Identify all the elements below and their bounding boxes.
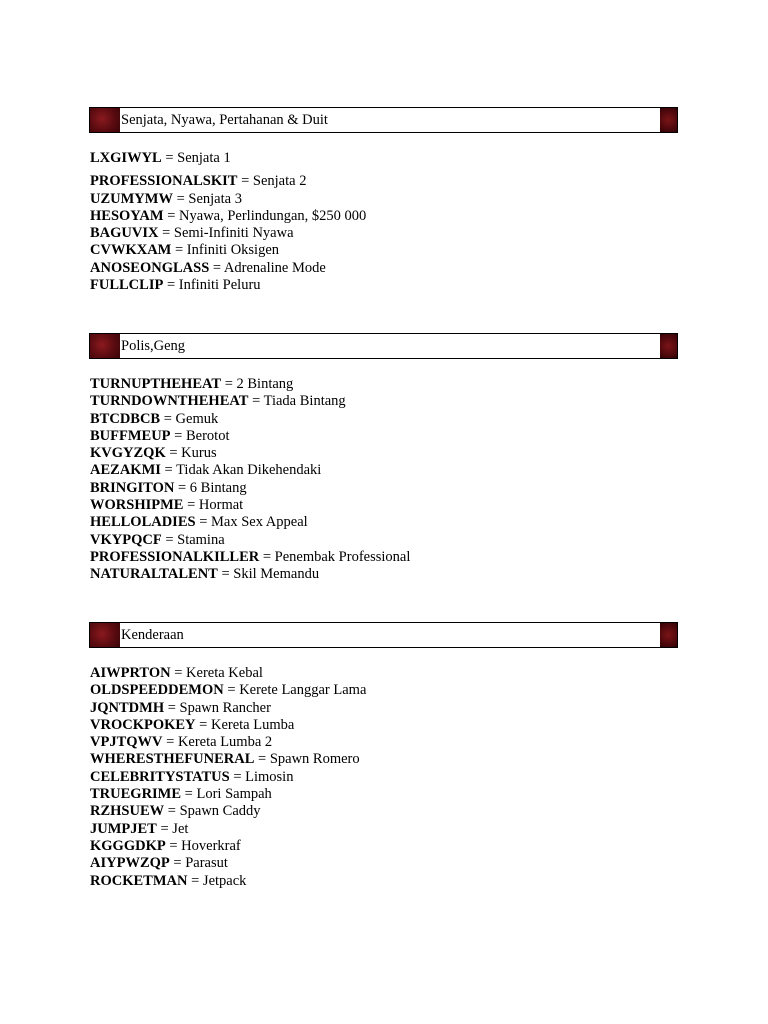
- cheat-code: BUFFMEUP: [90, 427, 171, 444]
- cheat-code: CELEBRITYSTATUS: [90, 768, 230, 785]
- list-item: AIWPRTON = Kereta Kebal: [90, 665, 263, 681]
- cheat-list-weapons: [90, 150, 366, 294]
- cheat-code: FULLCLIP: [90, 277, 164, 294]
- cheat-desc: Tidak Akan Dikehendaki: [176, 462, 322, 479]
- cheat-desc: 2 Bintang: [236, 376, 294, 392]
- cheat-code: AIWPRTON: [90, 665, 171, 681]
- cheat-code: RZHSUEW: [90, 803, 165, 820]
- list-item: VROCKPOKEY = Kereta Lumba: [90, 716, 295, 733]
- cheat-code: OLDSPEEDDEMON: [90, 682, 224, 699]
- cheat-code: VROCKPOKEY: [90, 716, 196, 733]
- list-item: TRUEGRIME = Lori Sampah: [90, 786, 272, 803]
- list-item: AIYPWZQP = Parasut: [90, 855, 228, 872]
- list-item: ROCKETMAN = Jetpack: [90, 872, 247, 889]
- list-item: VPJTQWV = Kereta Lumba 2: [90, 734, 273, 751]
- cheat-code: JUMPJET: [90, 820, 157, 837]
- cheat-desc: Spawn Caddy: [179, 803, 261, 820]
- section-header-police: [89, 333, 678, 359]
- header-ornament-left: [90, 108, 120, 132]
- cheat-code: CVWKXAM: [90, 242, 172, 259]
- cheat-desc: Penembak Professional: [274, 548, 411, 565]
- list-item: CVWKXAM = Infiniti Oksigen: [90, 242, 280, 259]
- cheat-desc: Kereta Lumba: [210, 716, 295, 733]
- list-item: BRINGITON = 6 Bintang: [90, 479, 247, 496]
- header-ornament-right: [660, 623, 677, 647]
- cheat-desc: Kereta Kebal: [186, 665, 263, 681]
- list-item: PROFESSIONALKILLER = Penembak Professional: [90, 548, 411, 565]
- list-item: VKYPQCF = Stamina: [90, 531, 225, 548]
- cheat-code: LXGIWYL: [90, 150, 162, 166]
- cheat-code: AEZAKMI: [90, 462, 161, 479]
- cheat-desc: Nyawa, Perlindungan, $250 000: [179, 207, 367, 224]
- cheat-desc: Kerete Langgar Lama: [239, 682, 367, 699]
- section-header-weapons: [89, 107, 678, 133]
- list-item: WHERESTHEFUNERAL = Spawn Romero: [90, 751, 360, 768]
- list-item: TURNDOWNTHEHEAT = Tiada Bintang: [90, 393, 346, 410]
- cheat-code: UZUMYMW: [90, 190, 173, 207]
- cheat-code: KVGYZQK: [90, 445, 166, 462]
- list-item: KVGYZQK = Kurus: [90, 445, 217, 462]
- cheat-code: VKYPQCF: [90, 531, 162, 548]
- cheat-code: TURNUPTHEHEAT: [90, 376, 222, 392]
- list-item: UZUMYMW = Senjata 3: [90, 190, 242, 207]
- cheat-code: HESOYAM: [90, 207, 164, 224]
- cheat-desc: Kereta Lumba 2: [177, 734, 273, 751]
- cheat-code: BTCDBCB: [90, 410, 161, 427]
- cheat-code: BAGUVIX: [90, 225, 159, 242]
- list-item: ANOSEONGLASS = Adrenaline Mode: [90, 259, 326, 276]
- cheat-code: WORSHIPME: [90, 497, 184, 514]
- list-item: HESOYAM = Nyawa, Perlindungan, $250 000: [90, 207, 367, 224]
- cheat-list-police: [90, 376, 410, 584]
- cheat-code: PROFESSIONALKILLER: [90, 548, 260, 565]
- header-ornament-left: [90, 623, 120, 647]
- cheat-code: ROCKETMAN: [90, 872, 188, 889]
- cheat-code: ANOSEONGLASS: [90, 259, 210, 276]
- header-ornament-left: [90, 334, 120, 358]
- cheat-desc: Kurus: [181, 445, 217, 462]
- cheat-desc: Berotot: [185, 427, 230, 444]
- cheat-code: PROFESSIONALSKIT: [90, 173, 238, 190]
- list-item: AEZAKMI = Tidak Akan Dikehendaki: [90, 462, 322, 479]
- cheat-desc: Infiniti Oksigen: [186, 242, 280, 259]
- cheat-code: JQNTDMH: [90, 699, 165, 716]
- cheat-code: HELLOLADIES: [90, 514, 196, 531]
- cheat-desc: 6 Bintang: [189, 479, 247, 496]
- section-title: Senjata, Nyawa, Pertahanan & Duit: [121, 112, 328, 128]
- cheat-desc: Adrenaline Mode: [223, 259, 326, 276]
- cheat-desc: Spawn Romero: [269, 751, 360, 768]
- list-item: RZHSUEW = Spawn Caddy: [90, 803, 261, 820]
- cheat-desc: Stamina: [177, 531, 225, 548]
- cheat-code: VPJTQWV: [90, 734, 163, 751]
- section-title: Kenderaan: [121, 627, 184, 643]
- cheat-desc: Parasut: [185, 855, 228, 872]
- cheat-code: TURNDOWNTHEHEAT: [90, 393, 249, 410]
- cheat-code: NATURALTALENT: [90, 566, 218, 583]
- list-item: JUMPJET = Jet: [90, 820, 189, 837]
- cheat-desc: Infiniti Peluru: [178, 277, 261, 294]
- cheat-desc: Jet: [172, 820, 189, 837]
- cheat-desc: Jetpack: [202, 872, 247, 889]
- cheat-desc: Senjata 2: [252, 173, 307, 190]
- cheat-code: BRINGITON: [90, 479, 175, 496]
- cheat-desc: Gemuk: [175, 410, 219, 427]
- header-ornament-right: [660, 108, 677, 132]
- cheat-desc: Hoverkraf: [181, 837, 241, 854]
- list-item: FULLCLIP = Infiniti Peluru: [90, 277, 261, 294]
- cheat-code: WHERESTHEFUNERAL: [90, 751, 255, 768]
- list-item: KGGGDKP = Hoverkraf: [90, 837, 241, 854]
- cheat-list-vehicles: [90, 665, 366, 890]
- header-ornament-right: [660, 334, 677, 358]
- cheat-desc: Spawn Rancher: [179, 699, 271, 716]
- list-item: JQNTDMH = Spawn Rancher: [90, 699, 271, 716]
- cheat-code: AIYPWZQP: [90, 855, 170, 872]
- cheat-desc: Semi-Infiniti Nyawa: [173, 225, 294, 242]
- cheat-desc: Tiada Bintang: [263, 393, 346, 410]
- section-title: Polis,Geng: [121, 338, 186, 354]
- cheat-desc: Skil Memandu: [233, 566, 320, 583]
- list-item: HELLOLADIES = Max Sex Appeal: [90, 514, 308, 531]
- cheat-desc: Senjata 1: [177, 150, 231, 166]
- list-item: CELEBRITYSTATUS = Limosin: [90, 768, 294, 785]
- cheat-code: KGGGDKP: [90, 837, 166, 854]
- list-item: WORSHIPME = Hormat: [90, 497, 244, 514]
- cheat-desc: Senjata 3: [188, 190, 242, 207]
- cheat-desc: Limosin: [245, 768, 294, 785]
- list-item: OLDSPEEDDEMON = Kerete Langgar Lama: [90, 682, 367, 699]
- cheat-desc: Hormat: [198, 497, 244, 514]
- list-item: TURNUPTHEHEAT = 2 Bintang: [90, 376, 294, 392]
- cheat-desc: Lori Sampah: [196, 786, 272, 803]
- cheat-code: TRUEGRIME: [90, 786, 182, 803]
- list-item: BTCDBCB = Gemuk: [90, 410, 219, 427]
- list-item: LXGIWYL = Senjata 1: [90, 150, 231, 166]
- list-item: BAGUVIX = Semi-Infiniti Nyawa: [90, 225, 294, 242]
- list-item: BUFFMEUP = Berotot: [90, 427, 230, 444]
- list-item: PROFESSIONALSKIT = Senjata 2: [90, 173, 307, 190]
- list-item: NATURALTALENT = Skil Memandu: [90, 566, 320, 583]
- cheat-desc: Max Sex Appeal: [211, 514, 308, 531]
- section-header-vehicles: [89, 622, 678, 648]
